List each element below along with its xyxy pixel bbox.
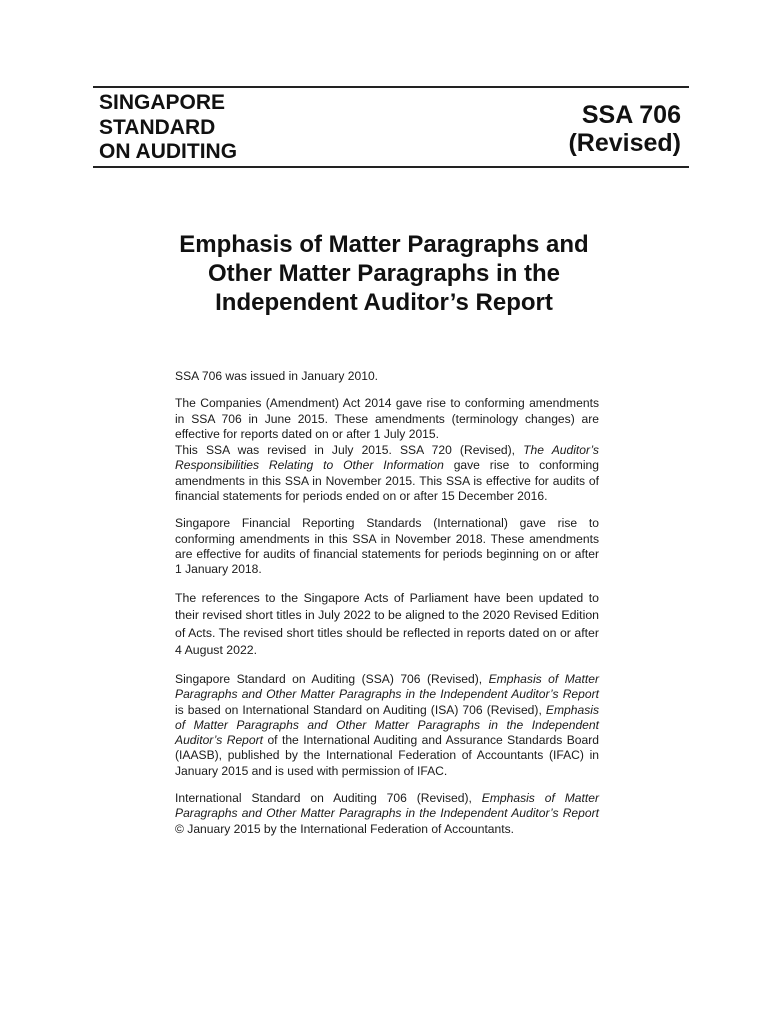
series-line-3: ON AUDITING bbox=[99, 140, 238, 163]
copyright-paragraph bbox=[175, 791, 599, 837]
copyright-isa-title: Emphasis of Matter Paragraphs and Other Matter Paragraphs in the Independent Auditor’s Report bbox=[175, 791, 599, 821]
basis-isa-title: Emphasis of Matter Paragraphs and Other Matter Paragraphs in the Independent Auditor’s Report bbox=[175, 702, 599, 748]
standard-code: SSA 706 bbox=[581, 101, 681, 129]
revision-text-a: This SSA was revised in July 2015. SSA 720 (Revised), bbox=[175, 443, 524, 458]
title-line-3: Independent Auditor’s Report bbox=[215, 289, 553, 316]
revision-text-c: gave rise to conforming amendments in this SSA in November 2015. This SSA is effective for audits of financial statements for periods ended on or after 15 December 2016. bbox=[175, 458, 599, 504]
document-title bbox=[100, 230, 668, 317]
issue-date-paragraph: SSA 706 was issued in January 2010. bbox=[175, 369, 379, 383]
standard-header bbox=[93, 86, 689, 168]
title-line-1: Emphasis of Matter Paragraphs and bbox=[179, 231, 589, 258]
copyright-text-a: International Standard on Auditing 706 (Revised), bbox=[175, 791, 482, 806]
acts-references-paragraph: The references to the Singapore Acts of Parliament have been updated to their revised short titles in July 2022 to be aligned to the 2020 Revised Edition of Acts. The revised short titles should be reflected in reports dated on or after 4 August 2022. bbox=[175, 590, 599, 658]
sfrs-paragraph: Singapore Financial Reporting Standards (International) gave rise to conforming amendments in this SSA in November 2018. These amendments are effective for audits of financial statements for periods beginning on or after 1 January 2018. bbox=[175, 516, 599, 577]
document-body bbox=[175, 369, 599, 837]
basis-text-e: of the International Auditing and Assurance Standards Board (IAASB), published by the International Federation of Accountants (IFAC) in January 2015 and is used with permission of IFAC. bbox=[175, 733, 599, 778]
series-line-1: SINGAPORE bbox=[99, 91, 226, 114]
basis-text-a: Singapore Standard on Auditing (SSA) 706 (Revised), bbox=[175, 671, 489, 686]
standard-series-label bbox=[99, 91, 237, 165]
title-line-2: Other Matter Paragraphs in the bbox=[207, 260, 561, 287]
revision-ref-title: The Auditor’s Responsibilities Relating to Other Information bbox=[175, 443, 599, 473]
standard-number bbox=[568, 101, 681, 157]
basis-paragraph bbox=[175, 672, 599, 779]
companies-act-paragraph: The Companies (Amendment) Act 2014 gave rise to conforming amendments in SSA 706 in June 2015. These amendments (terminology changes) are effective for reports dated on or after 1 July 2015. bbox=[175, 396, 599, 441]
basis-text-c: is based on International Standard on Auditing (ISA) 706 (Revised), bbox=[175, 702, 546, 717]
revision-paragraph bbox=[175, 443, 599, 504]
series-line-2: STANDARD bbox=[99, 115, 216, 139]
standard-revision: (Revised) bbox=[568, 129, 681, 157]
copyright-text-c: © January 2015 by the International Federation of Accountants. bbox=[175, 821, 515, 836]
basis-ssa-title: Emphasis of Matter Paragraphs and Other Matter Paragraphs in the Independent Auditor’s Report bbox=[175, 671, 599, 702]
